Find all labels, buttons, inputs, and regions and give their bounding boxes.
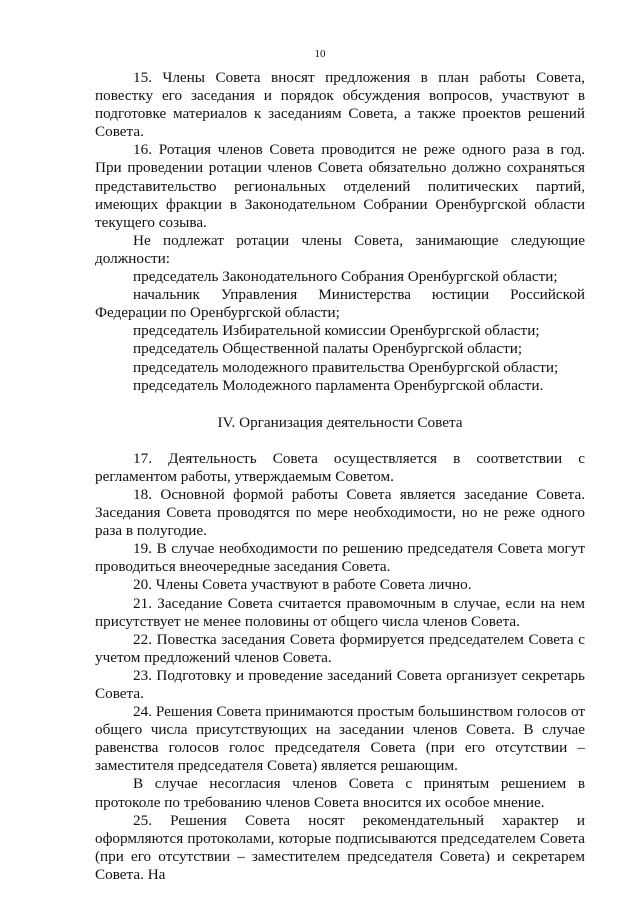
position-item: начальник Управления Министерства юстиции Российской Федерации по Оренбургской области;: [95, 286, 585, 322]
paragraph-not-rotated: Не подлежат ротации члены Совета, занимающие следующие должности:: [95, 231, 585, 267]
position-item: председатель молодежного правительства Оренбургской области;: [133, 358, 559, 376]
position-item: председатель Молодежного парламента Оренбургской области.: [133, 376, 544, 394]
paragraph-17: 17. Деятельность Совета осуществляется в соответствии с регламентом работы, утверждаемым Советом.: [95, 449, 585, 485]
paragraph-25: 25. Решения Совета носят рекомендательный характер и оформляются протоколами, которые подписываются председателем Совета (при его отсутствии – заместителем председателя Совета) и секретарем Совета. На: [95, 811, 585, 883]
document-body: [95, 69, 585, 884]
position-item: председатель Избирательной комиссии Оренбургской области;: [133, 322, 540, 340]
section-heading: IV. Организация деятельности Совета: [217, 413, 463, 431]
paragraph-18: 18. Основной формой работы Совета является заседание Совета. Заседания Совета проводятся по мере необходимости, но не реже одного раза в полугодие.: [95, 485, 585, 540]
paragraph-20: 20. Члены Совета участвуют в работе Совета лично.: [133, 576, 472, 594]
paragraph-19: 19. В случае необходимости по решению председателя Совета могут проводиться внеочередные заседания Совета.: [95, 540, 585, 576]
position-item: председатель Общественной палаты Оренбургской области;: [133, 340, 523, 358]
paragraph-21: 21. Заседание Совета считается правомочным в случае, если на нем присутствует не менее половины от общего числа членов Совета.: [95, 594, 585, 630]
paragraph-dissent: В случае несогласия членов Совета с принятым решением в протоколе по требованию членов Совета вносится их особое мнение.: [95, 775, 585, 811]
paragraph-24: 24. Решения Совета принимаются простым большинством голосов от общего числа присутствующих на заседании членов Совета. В случае равенства голосов голос председателя Совета (при его отсутствии – заместителя председателя Совета) является решающим.: [95, 703, 585, 775]
page-number: 10: [314, 48, 326, 60]
paragraph-23: 23. Подготовку и проведение заседаний Совета организует секретарь Совета.: [95, 666, 585, 702]
paragraph-16: 16. Ротация членов Совета проводится не реже одного раза в год. При проведении ротации членов Совета обязательно должно сохраняться представительство региональных отделений политических партий, имеющих фракции в Законодательном Собрании Оренбургской области текущего созыва.: [95, 141, 585, 231]
position-item: председатель Законодательного Собрания Оренбургской области;: [133, 268, 558, 286]
paragraph-22: 22. Повестка заседания Совета формируется председателем Совета с учетом предложений членов Совета.: [95, 630, 585, 666]
paragraph-15: 15. Члены Совета вносят предложения в план работы Совета, повестку его заседания и порядок обсуждения вопросов, участвуют в подготовке материалов к заседаниям Совета, а также проектов решений Совета.: [95, 69, 585, 141]
